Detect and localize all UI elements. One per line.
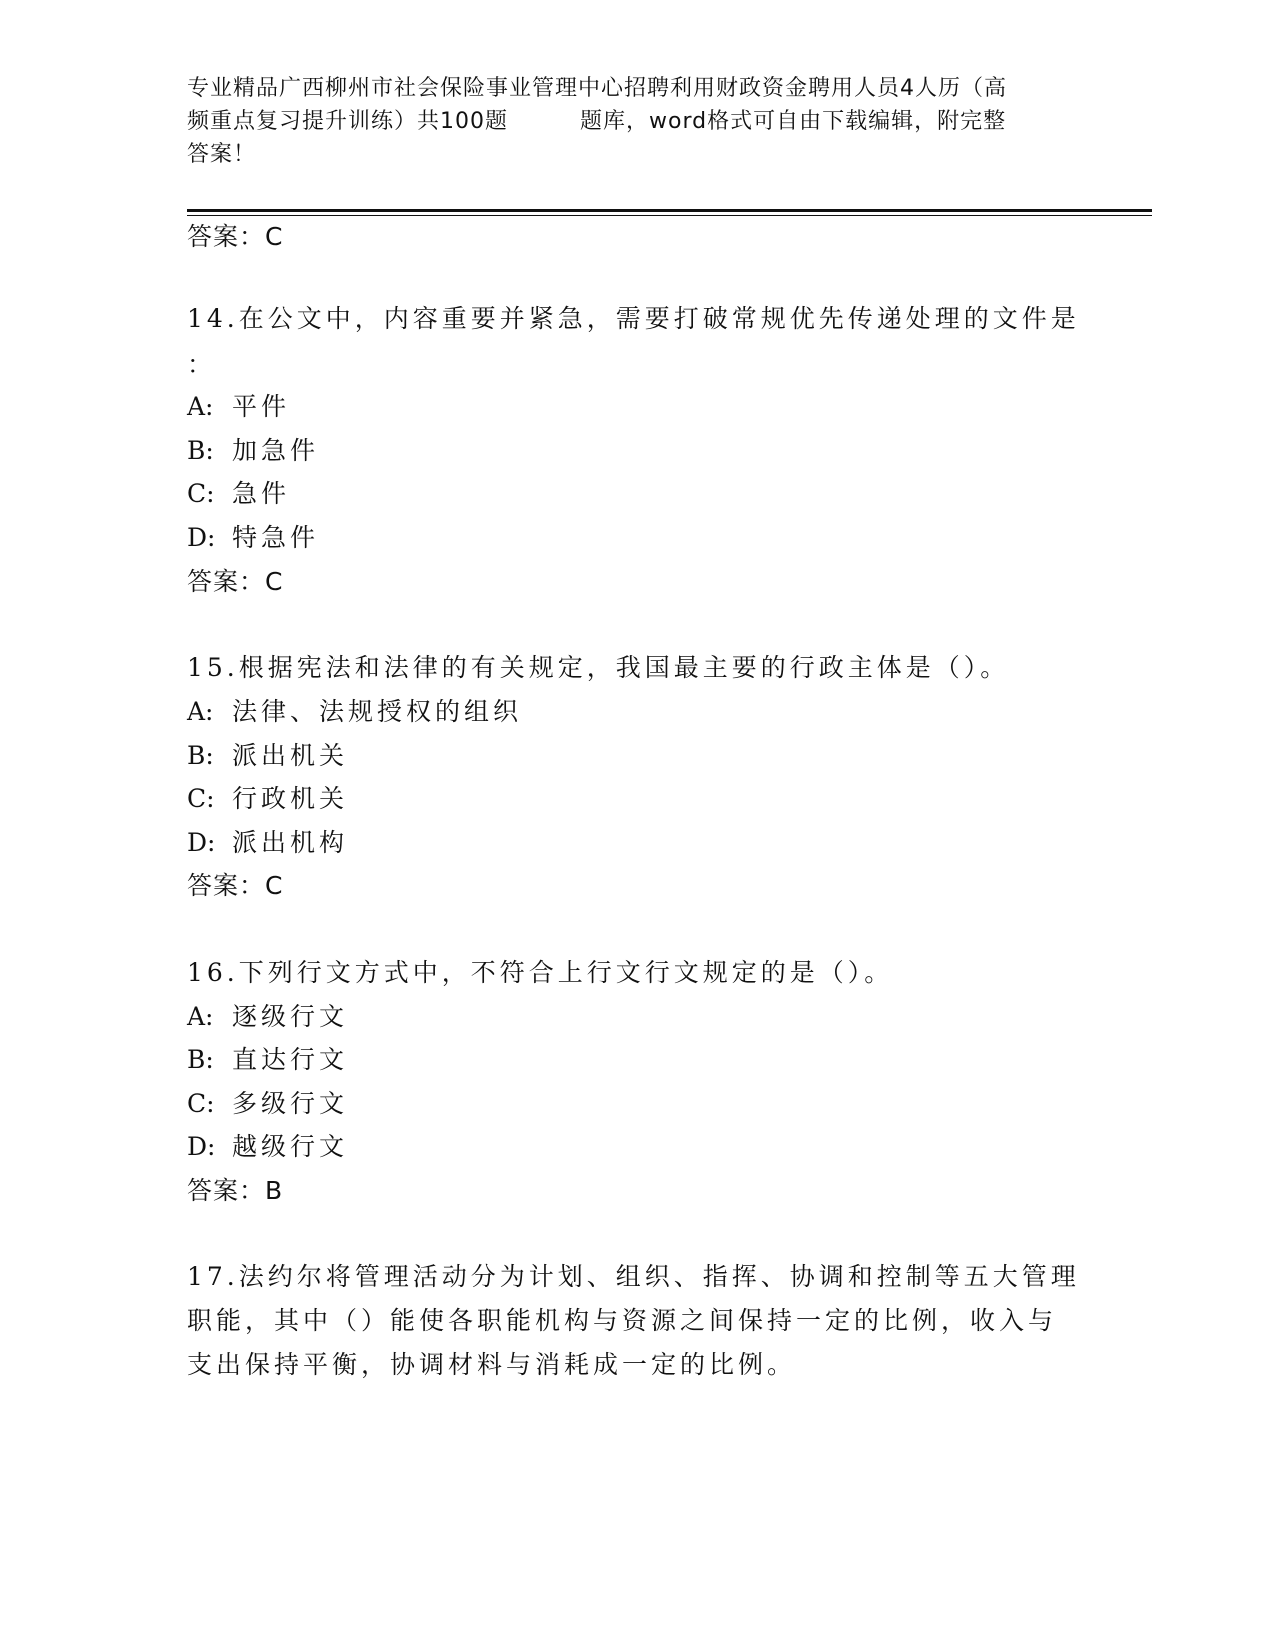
option-letter: B: — [187, 436, 214, 465]
option-letter: C: — [187, 1089, 215, 1118]
header-divider-thin — [187, 215, 1152, 216]
option-text: 逐级行文 — [232, 1002, 349, 1031]
option-letter: C: — [187, 479, 215, 508]
option-letter: A: — [187, 1002, 214, 1031]
question-17-stem-line-3: 支出保持平衡，协调材料与消耗成一定的比例。 — [187, 1350, 797, 1379]
header-line-2-part-2: 题库，word格式可自由下载编辑，附完整 — [580, 109, 1007, 134]
option-letter: A: — [187, 392, 214, 421]
header-line-1: 专业精品广西柳州市社会保险事业管理中心招聘利用财政资金聘用人员4人历（高 — [187, 76, 1007, 101]
question-16-stem-line-1: 16.下列行文方式中，不符合上行文行文规定的是（）。 — [187, 958, 894, 987]
question-14-stem-line-1: 14.在公文中，内容重要并紧急，需要打破常规优先传递处理的文件是 — [187, 304, 1080, 333]
question-17-stem-line-1: 17.法约尔将管理活动分为计划、组织、指挥、协调和控制等五大管理 — [187, 1262, 1080, 1291]
header-line-2 — [187, 105, 1087, 138]
document-header — [187, 72, 1087, 171]
previous-answer: 答案：C — [187, 222, 284, 251]
option-text: 特急件 — [232, 523, 320, 552]
option-text: 多级行文 — [232, 1089, 349, 1118]
question-16-answer: 答案：B — [187, 1176, 284, 1205]
question-14-option-c — [187, 477, 290, 511]
question-14-option-b — [187, 434, 319, 468]
question-14-answer: 答案：C — [187, 567, 284, 596]
option-letter: A: — [187, 697, 214, 726]
question-15-option-d — [187, 826, 348, 860]
option-text: 派出机构 — [232, 828, 349, 857]
question-15-option-c — [187, 782, 348, 816]
question-16-option-d — [187, 1130, 348, 1164]
question-14-option-a — [187, 390, 290, 424]
question-14-option-d — [187, 521, 319, 555]
option-letter: D: — [187, 828, 216, 857]
question-16-option-c — [187, 1087, 348, 1121]
option-text: 派出机关 — [232, 741, 349, 770]
question-14-stem-line-2: ： — [187, 350, 217, 379]
option-text: 直达行文 — [232, 1045, 349, 1074]
question-15-option-a — [187, 695, 522, 729]
option-text: 平件 — [232, 392, 291, 421]
header-divider-thick — [187, 209, 1152, 212]
question-16-option-b — [187, 1043, 348, 1077]
option-text: 加急件 — [232, 436, 320, 465]
option-text: 法律、法规授权的组织 — [232, 697, 523, 726]
option-letter: B: — [187, 1045, 214, 1074]
option-letter: B: — [187, 741, 214, 770]
question-15-stem-line-1: 15.根据宪法和法律的有关规定，我国最主要的行政主体是（）。 — [187, 653, 1010, 682]
header-line-2-part-1: 频重点复习提升训练）共100题 — [187, 109, 508, 134]
question-17-stem-line-2: 职能，其中（）能使各职能机构与资源之间保持一定的比例，收入与 — [187, 1306, 1058, 1335]
option-text: 行政机关 — [232, 784, 349, 813]
question-16-option-a — [187, 1000, 348, 1034]
header-line-3: 答案！ — [187, 142, 257, 167]
option-letter: D: — [187, 523, 216, 552]
question-15-answer: 答案：C — [187, 871, 284, 900]
option-letter: C: — [187, 784, 215, 813]
option-text: 急件 — [232, 479, 291, 508]
question-15-option-b — [187, 739, 348, 773]
option-letter: D: — [187, 1132, 216, 1161]
option-text: 越级行文 — [232, 1132, 349, 1161]
